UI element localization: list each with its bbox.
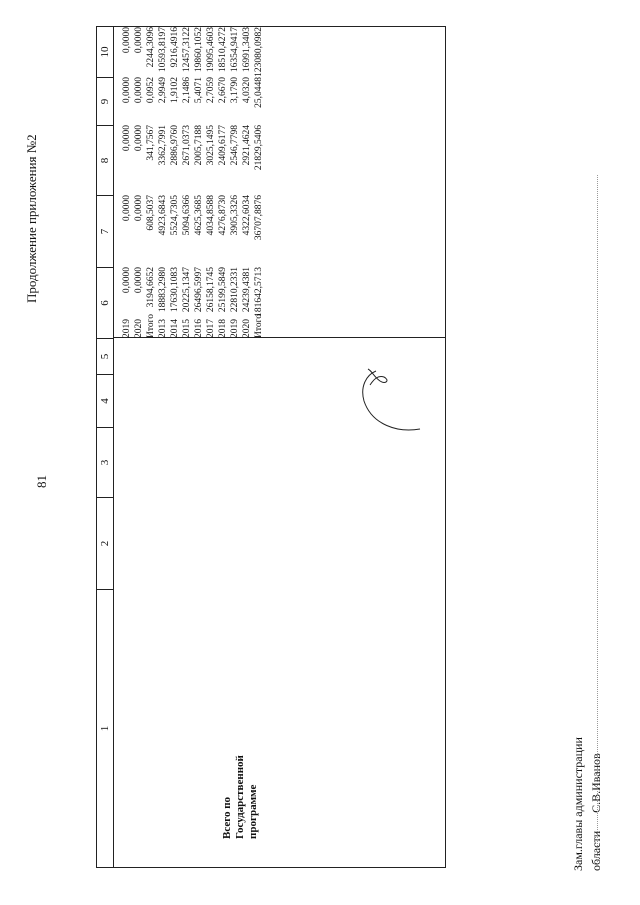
value-cell-col9: 25,0448 [254,77,264,108]
value-cell-col6: 0,0000 [134,267,144,294]
value-cell-col8: 2005,7188 [194,125,204,166]
header-col-10: 10 [99,46,111,58]
value-cell-col6: 24239,4381 [242,267,252,313]
program-total-label [221,755,260,839]
value-cell-col8: 0,0000 [134,125,144,152]
value-cell-col10: 9216,4916 [170,27,180,68]
value-cell-col10: 16991,3403 [242,27,252,73]
value-column-8 [121,125,265,195]
page-number: 81 [34,475,49,488]
value-cell-col6: 181642,5713 [254,267,264,317]
value-cell-col6: 26158,1745 [206,267,216,313]
year-cell: 2020 [242,319,252,338]
year-cell: 2019 [122,319,132,338]
value-cell-col9: 5,4071 [194,77,204,104]
value-cell-col6: 22810,2331 [230,267,240,313]
value-cell-col9: 1,9102 [170,77,180,104]
value-cell-col9: 3,1790 [230,77,240,104]
value-cell-col9: 0,0000 [122,77,132,104]
value-cell-col10: 19860,1052 [194,27,204,73]
value-cell-col6: 25199,5849 [218,267,228,313]
value-cell-col10: 0,0000 [122,27,132,54]
value-cell-col8: 0,0000 [122,125,132,152]
year-cell: 2016 [194,319,204,338]
value-cell-col8: 3025,1495 [206,125,216,166]
year-cell: 2019 [230,319,240,338]
value-cell-col7: 4276,8730 [218,195,228,236]
budget-table [96,26,446,868]
year-cell: 2020 [134,319,144,338]
year-cell: 2015 [182,319,192,338]
signature-block [569,737,605,871]
value-cell-col9: 0,0952 [146,77,156,104]
header-col-6: 6 [97,267,114,338]
header-col-3: 3 [97,427,114,497]
value-cell-col9: 2,1486 [182,77,192,104]
table-header-row [97,27,114,867]
header-col-9: 9 [97,77,114,125]
value-column-7 [121,195,265,265]
value-column-6 [121,267,265,335]
value-cell-col9: 2,9949 [158,77,168,104]
value-cell-col9: 4,0320 [242,77,252,104]
header-col-1: 1 [97,589,114,867]
value-cell-col10: 16354,9417 [230,27,240,73]
header-col-2: 2 [97,497,114,589]
value-cell-col7: 5524,7305 [170,195,180,236]
value-cell-col6: 3194,6652 [146,267,156,308]
signer-line [587,737,605,871]
value-cell-col9: 0,0000 [134,77,144,104]
value-cell-col7: 36707,8876 [254,195,264,241]
program-label-line-1: Всего по [221,796,233,839]
value-cell-col8: 2921,4624 [242,125,252,166]
value-cell-col7: 4923,6843 [158,195,168,236]
value-cell-col7: 3905,3326 [230,195,240,236]
year-cell: 2013 [158,319,168,338]
value-cell-col10: 123080,0982 [254,27,264,77]
value-cell-col6: 18883,2980 [158,267,168,313]
header-col-5: 5 [97,338,114,374]
value-cell-col6: 17630,1083 [170,267,180,313]
value-cell-col8: 2886,9760 [170,125,180,166]
value-cell-col10: 0,0000 [134,27,144,54]
value-cell-col8: 2409,6177 [218,125,228,166]
year-cell: Итого [254,313,264,338]
value-cell-col8: 2546,7798 [230,125,240,166]
value-cell-col7: 608,5037 [146,195,156,231]
value-cell-col7: 4625,3685 [194,195,204,236]
value-cell-col6: 26496,5997 [194,267,204,313]
value-cell-col8: 2671,0373 [182,125,192,166]
page-rule [597,175,598,865]
value-column-9 [121,77,265,125]
value-cell-col10: 12457,3122 [182,27,192,73]
header-col-7: 7 [97,195,114,267]
appendix-title: Продолжение приложения №2 [24,134,39,303]
header-col-8: 8 [97,125,114,195]
value-cell-col7: 0,0000 [134,195,144,222]
value-cell-col8: 3362,7991 [158,125,168,166]
signer-name: С.В.Иванов [589,753,603,813]
value-cell-col8: 341,7567 [146,125,156,161]
value-cell-col10: 18510,4272 [218,27,228,73]
signer-position-region: области [589,830,603,871]
value-cell-col9: 2,7059 [206,77,216,104]
value-cell-col10: 19095,4603 [206,27,216,73]
header-col-4: 4 [97,374,114,427]
value-cell-col7: 5094,6366 [182,195,192,236]
year-cell: 2017 [206,319,216,338]
value-cell-col8: 21829,5406 [254,125,264,171]
handwritten-signature [358,365,424,435]
value-cell-col9: 2,6670 [218,77,228,104]
value-cell-col10: 2244,3096 [146,27,156,68]
program-label-line-2: Государственной [234,755,246,839]
value-column-10 [121,27,265,77]
value-cell-col6: 0,0000 [122,267,132,294]
value-cell-col10: 10593,8197 [158,27,168,73]
value-cell-col7: 4322,6034 [242,195,252,236]
year-cell: 2014 [170,319,180,338]
value-cell-col7: 4034,8588 [206,195,216,236]
year-cell: 2018 [218,319,228,338]
value-cell-col6: 20225,1347 [182,267,192,313]
program-label-line-3: программе [247,784,259,839]
year-cell: Итого [146,313,156,338]
signer-position: Зам.главы администрации [571,737,585,871]
value-cell-col7: 0,0000 [122,195,132,222]
